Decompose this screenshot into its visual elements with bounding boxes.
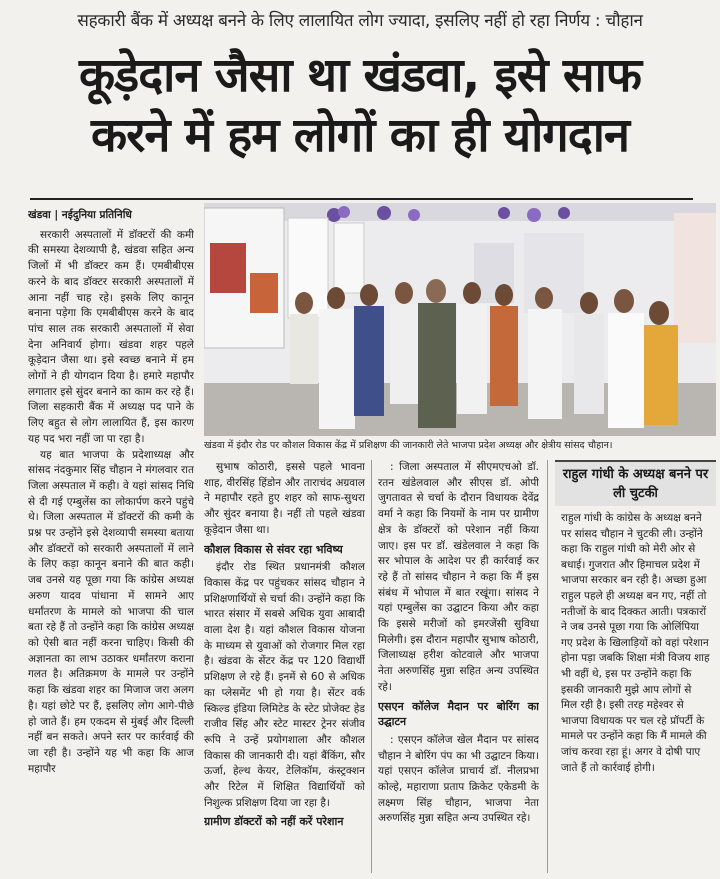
sidebar-title: राहुल गांधी के अध्यक्ष बनने पर ली चुटकी	[555, 460, 716, 506]
news-photo	[204, 203, 716, 436]
paragraph: : जिला अस्पताल में सीएमएचओ डॉ. रतन खंडेलवाल और सीएस डॉ. ओपी जुगतावत से चर्चा के दौरान विधायक देवेंद्र वर्मा ने कहा कि नियमों के नाम पर ग्रामीण क्षेत्र के डॉक्टरों को परेशान नहीं किया जाए। इस पर डॉ. खंडेलवाल ने कहा कि सर भोपाल के आदेश पर ही कार्रवाई कर रहे हैं तो सांसद चौहान ने कहा कि मैं इस संबंध में भोपाल में बात रखूंगा। सांसद ने यहां एम्बुलेंस का उद्घाटन किया और कहा कि इससे मरीजों को इमरजेंसी सुविधा मिलेगी। इस दौरान महापौर सुभाष कोठारी, जिलाध्यक्ष हरीश कोटवाले और भाजपा नेता अरुणसिंह मुन्ना सहित अन्य उपस्थित रहे।	[378, 461, 539, 693]
paragraph: सरकारी अस्पतालों में डॉक्टरों की कमी की समस्या देशव्यापी है, खंडवा सहित अन्य जिलों में भी डॉक्टर कम हैं। एमबीबीएस करने के बाद डॉक्टर सरकारी अस्पतालों में आना नहीं चाह रहे। इसके लिए कानून बनाना पड़ेगा कि एमबीबीएस करने के बाद पांच साल तक सरकारी अस्पतालों में सेवा देना अनिवार्य होगा। खंडवा शहर पहले कूड़ेदान जैसा था। इसे स्वच्छ बनाने में हम लोगों ने ही योगदान दिया है। हमारे महापौर लगातार इसे सुंदर बनाने का काम कर रहे हैं। जिला सहकारी बैंक में अध्यक्ष पद पाने के लिए बहुत से लोग लालायित हैं, इस कारण यह पद भरा नहीं जा पा रहा है।	[28, 228, 194, 445]
headline-rule	[30, 198, 693, 200]
paragraph: : एसएन कॉलेज खेल मैदान पर सांसद चौहान ने बोरिंग पंप का भी उद्घाटन किया। यहां एसएन कॉलेज प्राचार्य डॉ. नीलप्रभा कोल्हे, महाराणा प्रताप क्रिकेट एकेडमी के लक्ष्मण सिंह चौहान, भाजपा नेता अरुणसिंह मुन्ना सहित अन्य उपस्थित रहे।	[378, 733, 539, 825]
subheading: एसएन कॉलेज मैदान पर बोरिंग का उद्घाटन	[378, 699, 539, 729]
paragraph: इंदौर रोड स्थित प्रधानमंत्री कौशल विकास केंद्र पर पहुंचकर सांसद चौहान ने प्रशिक्षणार्थियों से चर्चा की। उन्होंने कहा कि भारत संसार में सबसे अधिक युवा आबादी वाला देश है। यहां कौशल विकास योजना के माध्यम से युवाओं को रोजगार मिल रहा है। खंडवा के सेंटर केंद्र पर 120 विद्यार्थी प्रशिक्षण ले रहे हैं। इनमें से 60 से अधिक का प्लेसमेंट भी हो गया है। सेंटर वर्क स्किल्ड इंडिया लिमिटेड के स्टेट प्रोजेक्ट हेड राजीव सिंह और स्टेट मास्टर ट्रेनर संजीव रूपि ने उन्हें प्रयोगशाला और कौशल विकास की जानकारी दी। यहां बैंकिंग, सौर ऊर्जा, हेल्थ केयर, टेलिकॉम, कंस्ट्रक्शन और रिटेल में शिक्षित विद्यार्थियों को निशुल्क प्रशिक्षण दिया जा रहा है।	[204, 561, 365, 809]
kicker-headline: सहकारी बैंक में अध्यक्ष बनने के लिए लालायित लोग ज्यादा, इसलिए नहीं हो रहा निर्णय : चौहान	[77, 11, 643, 31]
event-photo-illustration	[204, 203, 716, 436]
subheading: कौशल विकास से संवर रहा भविष्य	[204, 542, 343, 556]
article-column-1	[28, 208, 194, 873]
article-column-3	[378, 460, 539, 873]
sidebar-body: राहुल गांधी के कांग्रेस के अध्यक्ष बनने पर सांसद चौहान ने चुटकी ली। उन्होंने कहा कि राहुल गांधी को मेरी ओर से बधाई। गुजरात और हिमाचल प्रदेश में भाजपा सरकार बन रही है। अच्छा हुआ राहुल पहले ही अध्यक्ष बन गए, नहीं तो नतीजों के बाद दिक्कत आती। पत्रकारों ने जब उनसे पूछा गया कि ओलिंपिया गए प्रदेश के खिलाड़ियों को वहां परेशान होना पड़ा जबकि शिक्षा मंत्री विजय शाह भी वहीं थे, इस पर उन्होंने कहा कि इसकी जानकारी मुझे आप लोगों से मिल रही है। इसी तरह महेश्वर से भाजपा विधायक पर चल रहे प्रॉपर्टी के मामले पर उन्होंने कहा कि मैं मामले की जांच करवा रहा हूं। अगर वे दोषी पाए जाते हैं तो कार्रवाई होगी।	[561, 512, 710, 774]
subheading: ग्रामीण डॉक्टरों को नहीं करें परेशान	[204, 815, 344, 829]
sidebar-story	[555, 460, 716, 873]
paragraph: सुभाष कोठारी, इससे पहले भावना शाह, वीरसिंह हिंडोन और ताराचंद अग्रवाल ने महापौर रहते हुए शहर को साफ-सुथरा और सुंदर बनाया है। नहीं तो पहले खंडवा कूड़ेदान जैसा था।	[204, 461, 365, 536]
headline-line-1: कूड़ेदान जैसा था खंडवा, इसे साफ	[78, 48, 642, 103]
main-headline	[0, 46, 720, 166]
paragraph: यह बात भाजपा के प्रदेशाध्यक्ष और सांसद नंदकुमार सिंह चौहान ने मंगलवार रात जिला अस्पताल में कही। वे यहां सांसद निधि से दी गई एम्बुलेंस का लोकार्पण करने पहुंचे थे। जिला अस्पताल में डॉक्टरों की कमी के प्रश्न पर उन्होंने इसे देशव्यापी समस्या बताया और डॉक्टरों को सरकारी अस्पतालों में लाने के लिए कड़ा कानून बनाने की बात कही। जब उनसे यह पूछा गया कि कांग्रेस अध्यक्ष अरुण यादव पांधाना में सामने आए धर्मांतरण के मामले को भाजपा की चाल बता रहे हैं तो उन्होंने कहा कि कांग्रेस अध्यक्ष को ऐसी बात नहीं करना चाहिए। किसी की अज्ञानता का लाभ उठाकर धर्मांतरण कराना गलत है। अतिक्रमण के मामले पर उन्होंने कहा कि खंडवा शहर का मिजाज जरा अलग है। यहां छोटे पर हैं, इसलिए लोग आगे-पीछे हो जाते हैं। हम एकदम से मुंबई और दिल्ली नहीं बन सकते। अपने स्तर पर कार्रवाई की जा रही है। उन्होंने यह भी कहा कि आज महापौर	[28, 448, 194, 775]
column-divider	[371, 460, 372, 873]
photo-caption: खंडवा में इंदौर रोड पर कौशल विकास केंद्र में प्रशिक्षण की जानकारी लेते भाजपा प्रदेश अध्यक्ष और क्षेत्रीय सांसद चौहान।	[204, 440, 613, 451]
dateline: खंडवा | नईदुनिया प्रतिनिधि	[28, 209, 132, 221]
headline-line-2: करने में हम लोगों का ही योगदान	[91, 108, 629, 163]
column-divider	[547, 460, 548, 873]
article-column-2	[204, 460, 365, 873]
